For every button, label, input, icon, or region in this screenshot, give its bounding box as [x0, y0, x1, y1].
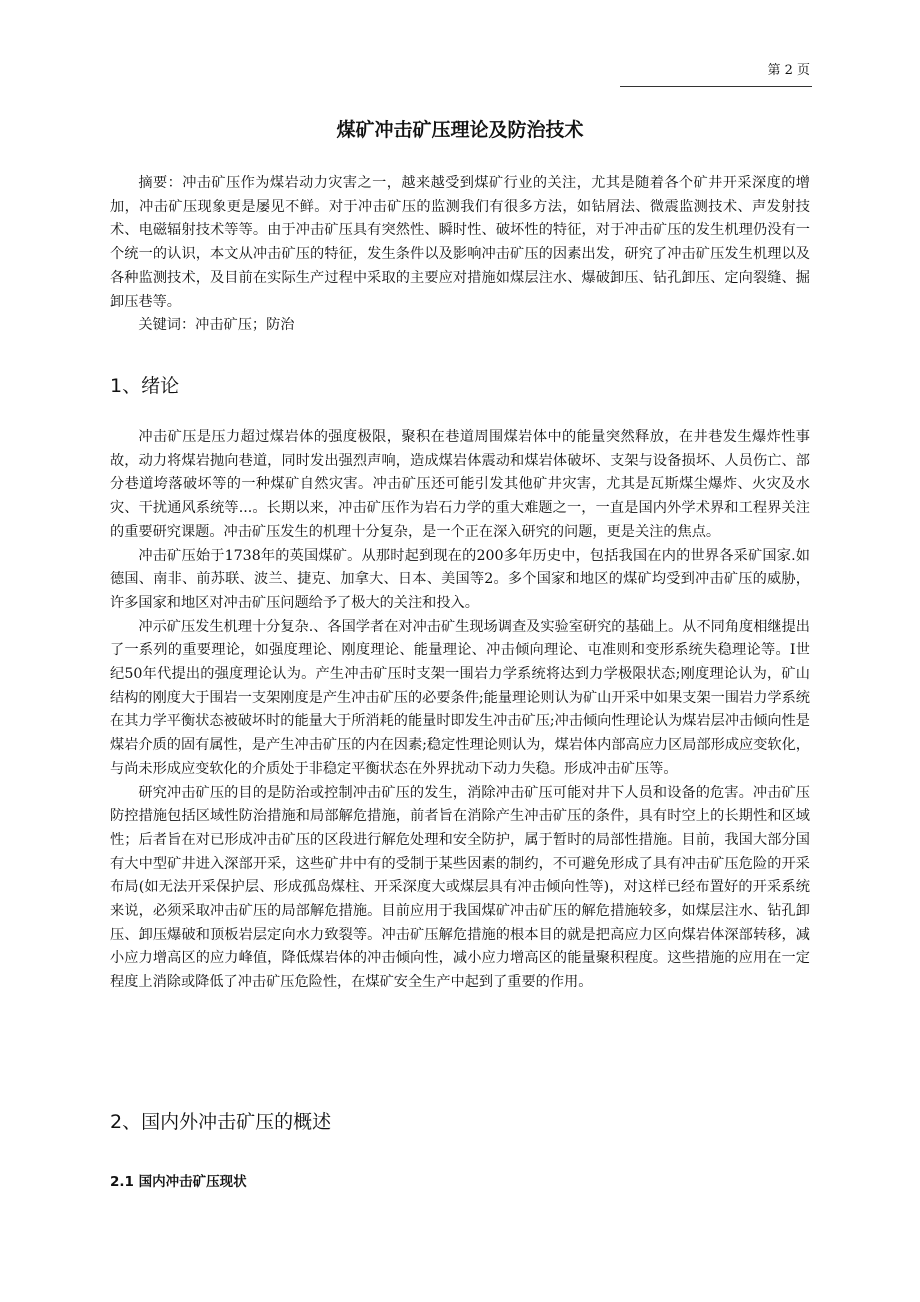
- keywords-line: 关键词：冲击矿压；防治: [138, 317, 295, 334]
- body-paragraph: 冲示矿压发生机理十分复杂.、各国学者在对冲击矿生现场调查及实验室研究的基础上。从不同角度相继提出了一系列的重要理论，如强度理论、刚度理论、能量理论、冲击倾向理论、屯准则和变形系统失稳理论等。I世纪50年代提出的强度理论认为。产生冲击矿压时支架一围岩力学系统将达到力学极限状态;刚度理论认为，矿山结构的刚度大于围岩一支架刚度是产生冲击矿压的必要条件;能量理论则认为矿山开采中如果支架一围岩力学系统在其力学平衡状态被破坏时的能量大于所消耗的能量时即发生冲击矿压;冲击倾向性理论认为煤岩层冲击倾向性是煤岩介质的固有属性，是产生冲击矿压的内在因素;稳定性理论则认为，煤岩体内部高应力区局部形成应变软化，与尚未形成应变软化的介质处于非稳定平衡状态在外界扰动下动力失稳。形成冲击矿压等。: [110, 618, 810, 777]
- introduction-body: [110, 426, 810, 995]
- header-rule: [620, 86, 812, 87]
- body-paragraph: 冲击矿压始于1738年的英国煤矿。从那时起到现在的200多年历史中，包括我国在内的世界各采矿国家.如德国、南非、前苏联、波兰、捷克、加拿大、日本、美国等2。多个国家和地区的煤矿均受到冲击矿压的威胁，许多国家和地区对冲击矿压问题给予了极大的关注和投入。: [110, 547, 810, 611]
- section-heading-overview: 2、国内外冲击矿压的概述: [110, 1111, 332, 1133]
- abstract-paragraph: 摘要：冲击矿压作为煤岩动力灾害之一，越来越受到煤矿行业的关注，尤其是随着各个矿井开采深度的增加，冲击矿压现象更是屡见不鲜。对于冲击矿压的监测我们有很多方法，如钻屑法、微震监测技术、声发射技术、电磁辐射技术等等。由于冲击矿压具有突然性、瞬时性、破坏性的特征，对于冲击矿压的发生机理仍没有一个统一的认识，本文从冲击矿压的特征，发生条件以及影响冲击矿压的因素出发，研究了冲击矿压发生机理以及各种监测技术，及目前在实际生产过程中采取的主要应对措施如煤层注水、爆破卸压、钻孔卸压、定向裂缝、掘卸压巷等。: [110, 175, 810, 310]
- body-paragraph: 研究冲击矿压的目的是防治或控制冲击矿压的发生，消除冲击矿压可能对井下人员和设备的危害。冲击矿压防控措施包括区域性防治措施和局部解危措施，前者旨在消除产生冲击矿压的条件，具有时空上的长期性和区域性；后者旨在对已形成冲击矿压的区段进行解危处理和安全防护，属于暂时的局部性措施。目前，我国大部分国有大中型矿井进入深部开采，这些矿井中有的受制于某些因素的制约，不可避免形成了具有冲击矿压危险的开采布局(如无法开采保护层、形成孤岛煤柱、开采深度大或煤层具有冲击倾向性等)，对这样已经布置好的开采系统来说，必须采取冲击矿压的局部解危措施。目前应用于我国煤矿冲击矿压的解危措施较多，如煤层注水、钻孔卸压、卸压爆破和顶板岩层定向水力致裂等。冲击矿压解危措施的根本目的就是把高应力区向煤岩体深部转移，减小应力增高区的应力峰值，降低煤岩体的冲击倾向性，减小应力增高区的能量聚积程度。这些措施的应用在一定程度上消除或降低了冲击矿压危险性，在煤矿安全生产中起到了重要的作用。: [110, 784, 810, 991]
- page-number: 第 2 页: [767, 63, 810, 78]
- body-paragraph: 冲击矿压是压力超过煤岩体的强度极限，聚积在巷道周围煤岩体中的能量突然释放，在井巷发生爆炸性事故，动力将煤岩抛向巷道，同时发出强烈声响，造成煤岩体震动和煤岩体破坏、支架与设备损坏、人员伤亡、部分巷道垮落破坏等的一种煤矿自然灾害。冲击矿压还可能引发其他矿井灾害，尤其是瓦斯煤尘爆炸、火灾及水灾、干扰通风系统等...。长期以来，冲击矿压作为岩石力学的重大难题之一，一直是国内外学术界和工程界关注的重要研究课题。冲击矿压发生的机理十分复杂，是一个正在深入研究的问题，更是关注的焦点。: [110, 429, 810, 540]
- subsection-heading-domestic: 2.1 国内冲击矿压现状: [110, 1174, 247, 1190]
- section-heading-introduction: 1、绪论: [110, 375, 180, 397]
- document-title: 煤矿冲击矿压理论及防治技术: [336, 119, 584, 141]
- abstract-block: [110, 172, 810, 338]
- page-header: [620, 62, 812, 87]
